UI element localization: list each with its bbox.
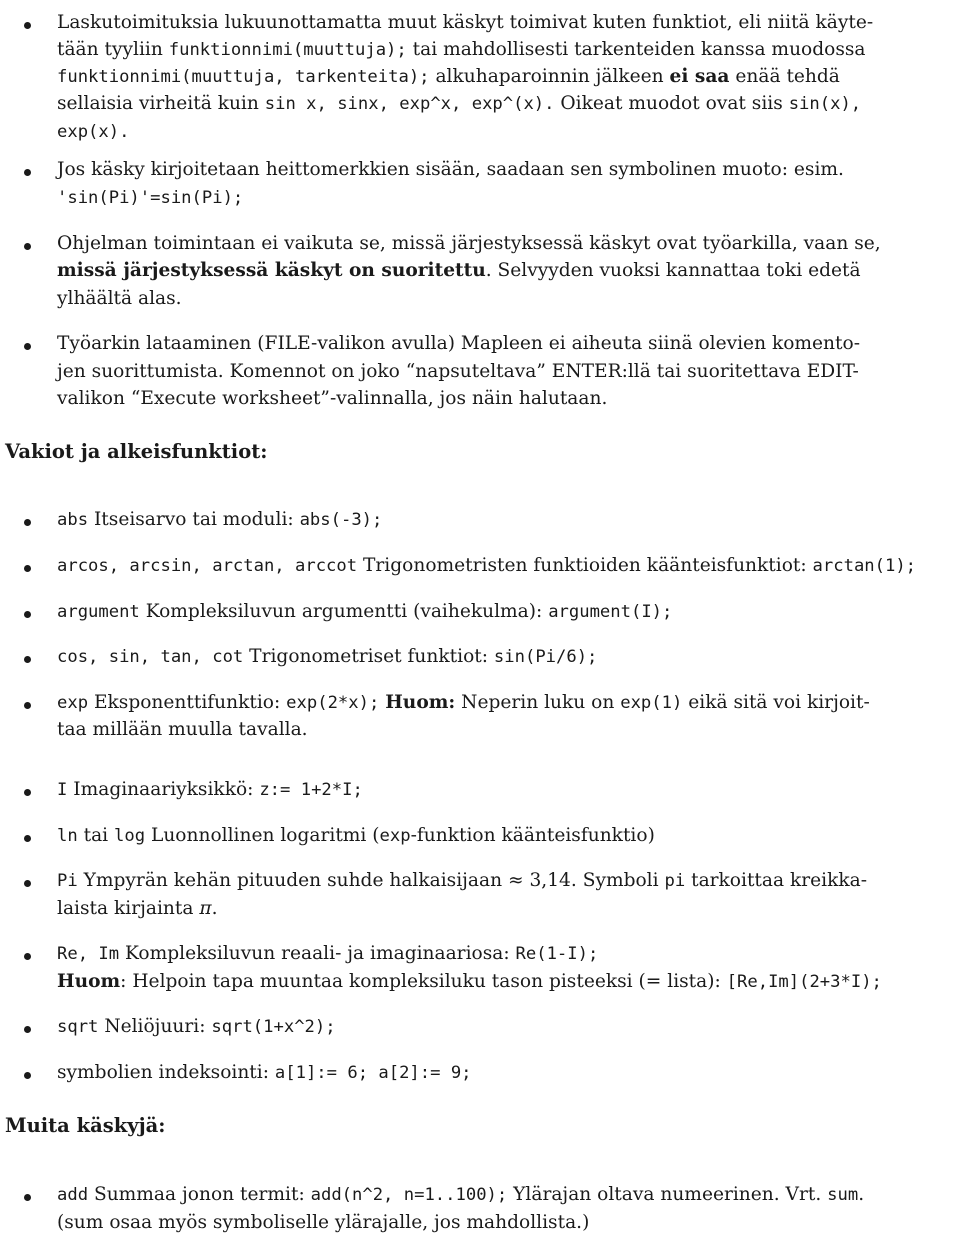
bullet-dot [24, 519, 31, 526]
text-span: Neperin luku on [455, 692, 621, 713]
code-span: abs(-3); [299, 510, 383, 530]
code-span: funktionnimi(muuttuja, tarkenteita); [57, 67, 430, 87]
text-line [57, 290, 182, 309]
text-line [57, 14, 873, 33]
text-line [57, 262, 861, 281]
text-span: Trigonometristen funktioiden käänteisfunktiot: [357, 555, 813, 576]
code-span: Re(1-I); [515, 944, 599, 964]
bold-span: ei saa [669, 66, 730, 87]
text-span: . Selvyyden vuoksi kannattaa toki edetä [485, 260, 861, 281]
text-span: : Helpoin tapa muuntaa kompleksiluku tason pisteeksi (= lista): [120, 971, 727, 992]
code-span: sin x, sinx, exp^x, exp^(x). [264, 94, 555, 114]
text-line [57, 390, 607, 409]
code-span: Re, Im [57, 944, 120, 964]
bullet-dot [24, 1026, 31, 1033]
code-span: sqrt [57, 1017, 99, 1037]
text-line [57, 161, 844, 180]
code-span: abs [57, 510, 89, 530]
text-line [57, 648, 597, 667]
text-span: laista kirjainta [57, 898, 200, 919]
bullet-dot [24, 880, 31, 887]
text-span: eikä sitä voi kirjoit- [682, 692, 870, 713]
bullet-dot [24, 835, 31, 842]
text-span: Kompleksiluvun reaali- ja imaginaariosa: [119, 943, 516, 964]
code-span: a[1]:= 6; a[2]:= 9; [274, 1063, 472, 1083]
text-span: Eksponenttifunktio: [88, 692, 287, 713]
bullet-dot [24, 343, 31, 350]
code-span: log [114, 826, 146, 846]
text-span: Laskutoimituksia lukuunottamatta muut käskyt toimivat kuten funktiot, eli niitä käyte- [57, 12, 874, 33]
text-line [57, 235, 881, 254]
code-span: exp [57, 693, 89, 713]
section-heading-muita: Muita käskyjä: [5, 1114, 166, 1137]
text-span: tään tyyliin [57, 39, 169, 60]
bold-span: Huom [57, 971, 121, 992]
text-span: Kompleksiluvun argumentti (vaihekulma): [139, 601, 549, 622]
code-span: sin(x), [788, 94, 862, 114]
code-span: ln [57, 826, 78, 846]
code-span: exp(2*x); [286, 693, 380, 713]
text-span: sellaisia virheitä kuin [57, 93, 265, 114]
text-span: jen suorittumista. Komennot on joko “napsuteltava” ENTER:llä tai suoritettava EDIT- [57, 361, 859, 382]
text-span: Ohjelman toimintaan ei vaikuta se, missä järjestyksessä käskyt ovat työarkilla, vaan se, [57, 233, 881, 254]
text-line [57, 827, 655, 846]
text-span: alkuhaparoinnin jälkeen [429, 66, 670, 87]
text-line [57, 557, 916, 576]
text-line [57, 335, 860, 354]
text-span: -funktion käänteisfunktio) [410, 825, 655, 846]
code-span: exp [379, 826, 411, 846]
bullet-dot [24, 702, 31, 709]
code-span: funktionnimi(muuttuja); [168, 40, 407, 60]
code-span: Pi [57, 871, 78, 891]
text-line [57, 511, 382, 530]
text-line [57, 1064, 472, 1083]
text-span: (sum osaa myös symboliselle ylärajalle, jos mahdollista.) [57, 1212, 590, 1233]
code-span: [Re,Im](2+3*I); [726, 972, 882, 992]
text-span: taa millään muulla tavalla. [57, 719, 308, 740]
text-span: Oikeat muodot ovat siis [554, 93, 789, 114]
text-line [57, 41, 866, 60]
text-span: Jos käsky kirjoitetaan heittomerkkien sisään, saadaan sen symbolinen muoto: esim. [57, 159, 844, 180]
text-span: Neliöjuuri: [98, 1016, 212, 1037]
text-span: Trigonometriset funktiot: [243, 646, 494, 667]
text-line [57, 95, 861, 114]
bullet-dot [24, 1072, 31, 1079]
text-span: enää tehdä [729, 66, 840, 87]
text-span: Itseisarvo tai moduli: [88, 509, 300, 530]
text-line [57, 68, 840, 87]
text-line [57, 872, 867, 891]
bold-span: missä järjestyksessä käskyt on suoritettu [57, 260, 486, 281]
text-span: symbolien indeksointi: [57, 1062, 275, 1083]
text-line [57, 189, 243, 208]
code-span: I [57, 780, 68, 800]
text-span: Summaa jonon termit: [88, 1184, 311, 1205]
text-span: Työarkin lataaminen (FILE-valikon avulla) Mapleen ei aiheuta siinä olevien komento- [57, 333, 860, 354]
code-span: z:= 1+2*I; [259, 780, 363, 800]
text-line [57, 973, 882, 992]
code-span: argument [57, 602, 140, 622]
text-line [57, 945, 598, 964]
text-span: . [858, 1184, 865, 1205]
text-span: tai [77, 825, 115, 846]
code-span: sqrt(1+x^2); [211, 1017, 336, 1037]
text-span: Ylärajan oltava numeerinen. Vrt. [507, 1184, 828, 1205]
code-span: 'sin(Pi)'=sin(Pi); [57, 188, 244, 208]
text-line [57, 781, 363, 800]
code-span: exp(x). [57, 122, 130, 142]
bullet-dot [24, 565, 31, 572]
text-line [57, 694, 870, 713]
text-line [57, 1018, 336, 1037]
text-span: tarkoittaa kreikka- [685, 870, 867, 891]
bullet-dot [24, 1194, 31, 1201]
code-span: add [57, 1185, 89, 1205]
text-line [57, 900, 218, 919]
bullet-dot [24, 22, 31, 29]
text-span: Ympyrän kehän pituuden suhde halkaisijaan ≈ 3,14. Symboli [77, 870, 665, 891]
text-line [57, 363, 859, 382]
bullet-dot [24, 169, 31, 176]
bullet-dot [24, 611, 31, 618]
bullet-dot [24, 953, 31, 960]
bold-span: Huom: [385, 692, 456, 713]
text-line [57, 603, 672, 622]
code-span: sum [827, 1185, 859, 1205]
text-span: ylhäältä alas. [57, 288, 182, 309]
bullet-dot [24, 243, 31, 250]
code-span: arcos, arcsin, arctan, arccot [57, 556, 358, 576]
code-span: sin(Pi/6); [493, 647, 598, 667]
text-line [57, 1214, 589, 1233]
code-span: argument(I); [548, 602, 673, 622]
code-span: exp(1) [620, 693, 683, 713]
text-span: tai mahdollisesti tarkenteiden kanssa muodossa [406, 39, 866, 60]
text-line [57, 721, 308, 740]
text-span: Luonnollinen logaritmi ( [145, 825, 380, 846]
text-span: π [199, 898, 212, 919]
text-span: Imaginaariyksikkö: [67, 779, 260, 800]
text-line [57, 123, 129, 142]
code-span: cos, sin, tan, cot [57, 647, 244, 667]
code-span: arctan(1); [812, 556, 917, 576]
section-heading-vakiot: Vakiot ja alkeisfunktiot: [5, 440, 268, 463]
text-line [57, 1186, 864, 1205]
text-span: valikon “Execute worksheet”-valinnalla, jos näin halutaan. [57, 388, 608, 409]
text-span: . [211, 898, 218, 919]
code-span: pi [664, 871, 686, 891]
bullet-dot [24, 656, 31, 663]
bullet-dot [24, 789, 31, 796]
code-span: add(n^2, n=1..100); [310, 1185, 508, 1205]
